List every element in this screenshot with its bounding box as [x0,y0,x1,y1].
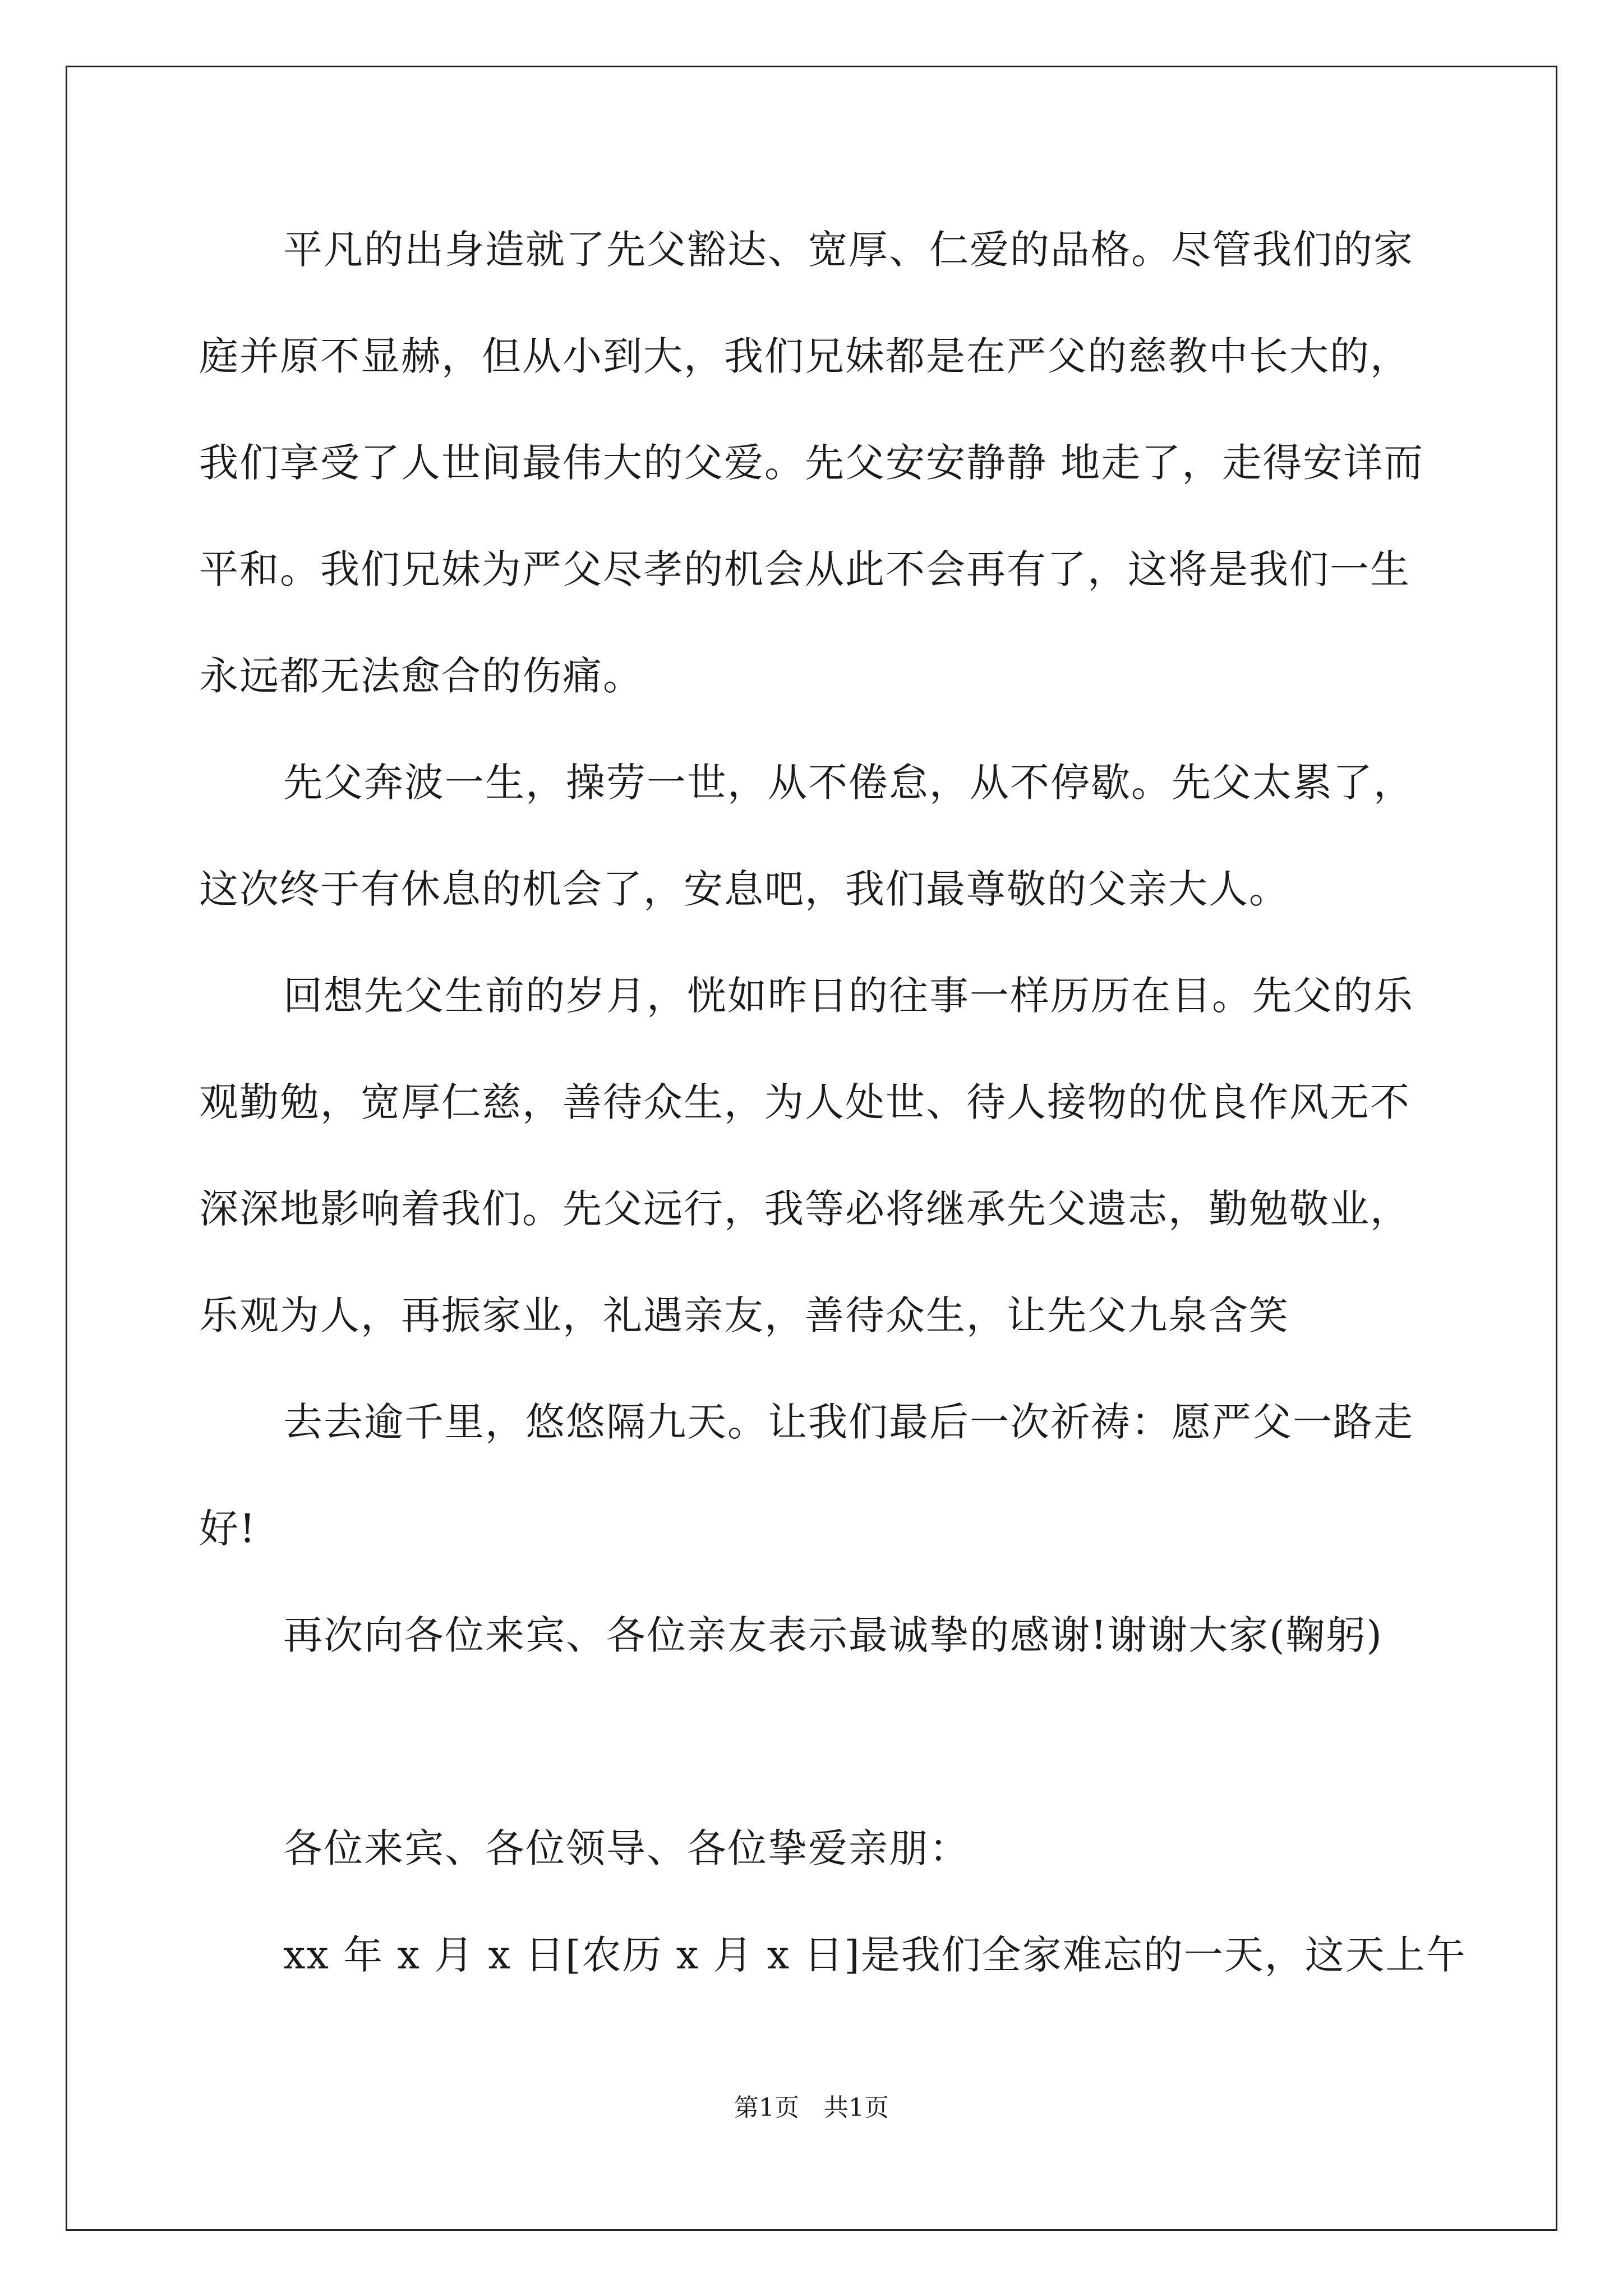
paragraph-3-line-3: 深深地影响着我们。先父远行，我等必将继承先父遗志，勤勉敬业， [199,1186,1410,1232]
paragraph-1-line-1: 平凡的出身造就了先父豁达、宽厚、仁爱的品格。尽管我们的家 [283,227,1414,273]
paragraph-6-line-1: xx 年 x 月 x 日[农历 x 月 x 日]是我们全家难忘的一天，这天上午 [283,1932,1467,1978]
paragraph-4-line-2: 好! [199,1506,257,1552]
paragraph-3-line-4: 乐观为人，再振家业，礼遇亲友，善待众生，让先父九泉含笑 [199,1292,1289,1338]
paragraph-5-line-1: 再次向各位来宾、各位亲友表示最诚挚的感谢!谢谢大家(鞠躬) [283,1612,1383,1658]
paragraph-1-line-5: 永远都无法愈合的伤痛。 [199,653,643,699]
salutation-line: 各位来宾、各位领导、各位挚爱亲朋： [283,1825,970,1871]
paragraph-3-line-1: 回想先父生前的岁月，恍如昨日的往事一样历历在目。先父的乐 [283,973,1414,1019]
paragraph-gap [199,1700,1438,1806]
paragraph-2-line-2: 这次终于有休息的机会了，安息吧，我们最尊敬的父亲大人。 [199,866,1289,912]
page-number-footer: 第1页 共1页 [734,2093,889,2122]
paragraph-3-line-2: 观勤勉，宽厚仁慈，善待众生，为人处世、待人接物的优良作风无不 [199,1079,1410,1125]
paragraph-1-line-2: 庭并原不显赫，但从小到大，我们兄妹都是在严父的慈教中长大的， [199,333,1410,379]
paragraph-4-line-1: 去去逾千里，悠悠隔九天。让我们最后一次祈祷：愿严父一路走 [283,1399,1414,1445]
paragraph-1-line-4: 平和。我们兄妹为严父尽孝的机会从此不会再有了，这将是我们一生 [199,546,1410,592]
paragraph-2-line-1: 先父奔波一生，操劳一世，从不倦怠，从不停歇。先父太累了， [283,760,1414,806]
paragraph-1-line-3: 我们享受了人世间最伟大的父爱。先父安安静静 地走了，走得安详而 [199,440,1424,486]
document-body [199,208,1467,2019]
